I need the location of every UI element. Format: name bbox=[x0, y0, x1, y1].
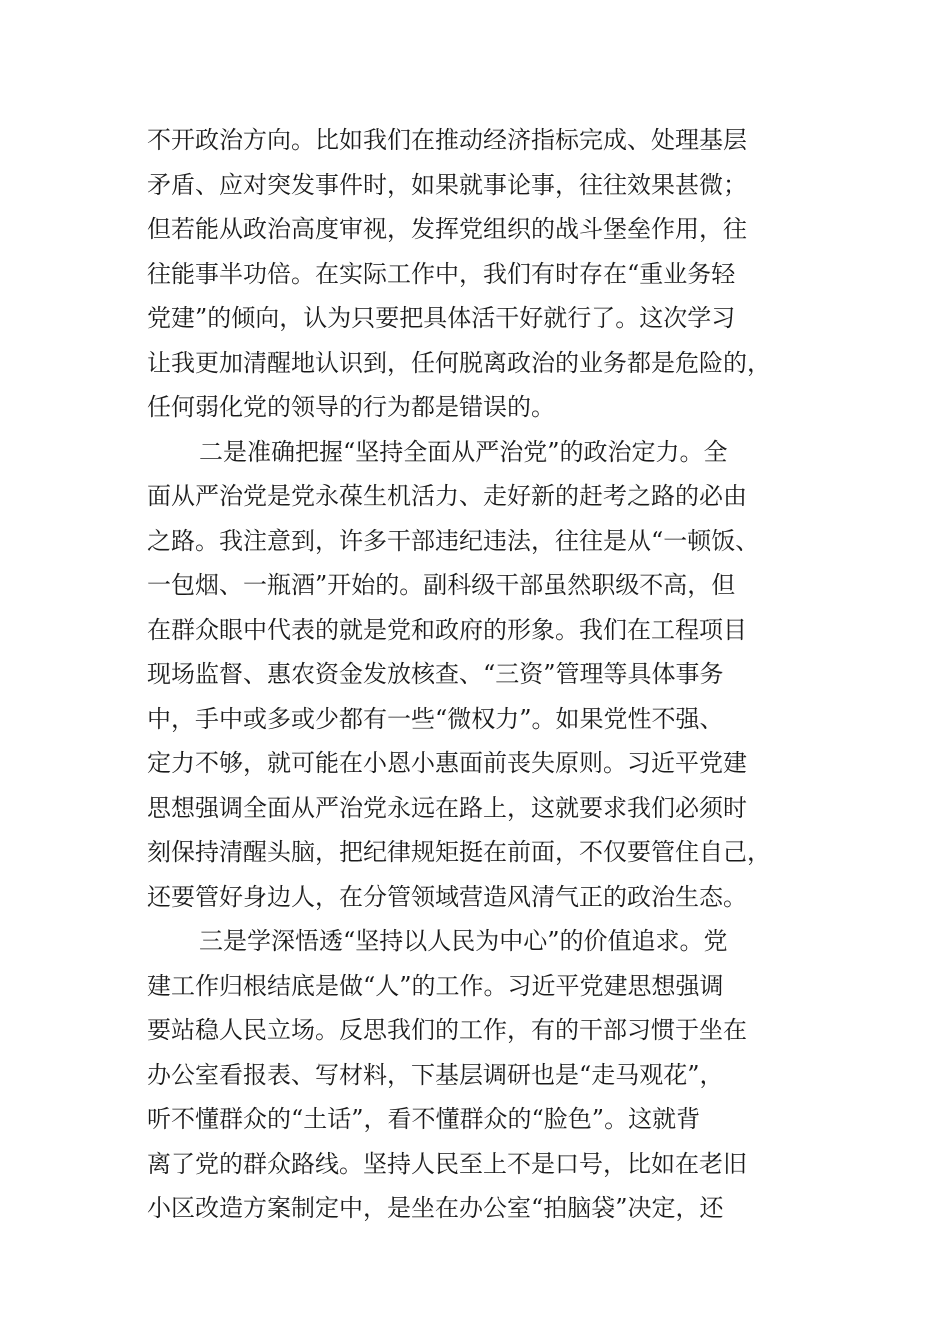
text-line: 离了党的群众路线。坚持人民至上不是口号，比如在老旧 bbox=[147, 1149, 747, 1178]
paragraph-start-line: 三是学深悟透“坚持以人民为中心”的价值追求。党 bbox=[199, 927, 728, 955]
document-body bbox=[147, 118, 807, 1231]
text-line: 小区改造方案制定中，是坐在办公室“拍脑袋”决定，还 bbox=[147, 1194, 724, 1222]
text-line: 建工作归根结底是做“人”的工作。习近平党建思想强调 bbox=[147, 971, 724, 1000]
text-line: 不开政治方向。比如我们在推动经济指标完成、处理基层 bbox=[147, 126, 747, 154]
text-line: 现场监督、惠农资金发放核查、“三资”管理等具体事务 bbox=[147, 660, 724, 688]
text-line: 还要管好身边人，在分管领域营造风清气正的政治生态。 bbox=[147, 882, 747, 911]
text-line: 任何弱化党的领导的行为都是错误的。 bbox=[147, 393, 555, 421]
text-line: 在群众眼中代表的就是党和政府的形象。我们在工程项目 bbox=[147, 615, 747, 644]
text-line: 让我更加清醒地认识到，任何脱离政治的业务都是危险的， bbox=[147, 348, 771, 377]
paragraph-start-line: 二是准确把握“坚持全面从严治党”的政治定力。全 bbox=[199, 437, 728, 466]
text-line: 党建”的倾向，认为只要把具体活干好就行了。这次学习 bbox=[147, 304, 736, 332]
text-line: 矛盾、应对突发事件时，如果就事论事，往往效果甚微； bbox=[147, 170, 747, 199]
text-line: 办公室看报表、写材料，下基层调研也是“走马观花”， bbox=[147, 1060, 724, 1089]
text-line: 要站稳人民立场。反思我们的工作，有的干部习惯于坐在 bbox=[147, 1016, 747, 1044]
text-line: 面从严治党是党永葆生机活力、走好新的赶考之路的必由 bbox=[147, 482, 747, 510]
text-line: 听不懂群众的“土话”，看不懂群众的“脸色”。这就背 bbox=[147, 1105, 701, 1133]
text-line: 中，手中或多或少都有一些“微权力”。如果党性不强、 bbox=[147, 704, 724, 733]
text-line: 定力不够，就可能在小恩小惠面前丧失原则。习近平党建 bbox=[147, 749, 747, 777]
text-line: 但若能从政治高度审视，发挥党组织的战斗堡垒作用，往 bbox=[147, 215, 747, 243]
text-line: 一包烟、一瓶酒”开始的。副科级干部虽然职级不高，但 bbox=[147, 571, 736, 599]
text-line: 刻保持清醒头脑，把纪律规矩挺在前面，不仅要管住自己， bbox=[147, 838, 771, 866]
text-line: 之路。我注意到，许多干部违纪违法，往往是从“一顿饭、 bbox=[147, 526, 760, 555]
text-line: 思想强调全面从严治党永远在路上，这就要求我们必须时 bbox=[147, 793, 747, 822]
text-line: 往能事半功倍。在实际工作中，我们有时存在“重业务轻 bbox=[147, 259, 736, 288]
